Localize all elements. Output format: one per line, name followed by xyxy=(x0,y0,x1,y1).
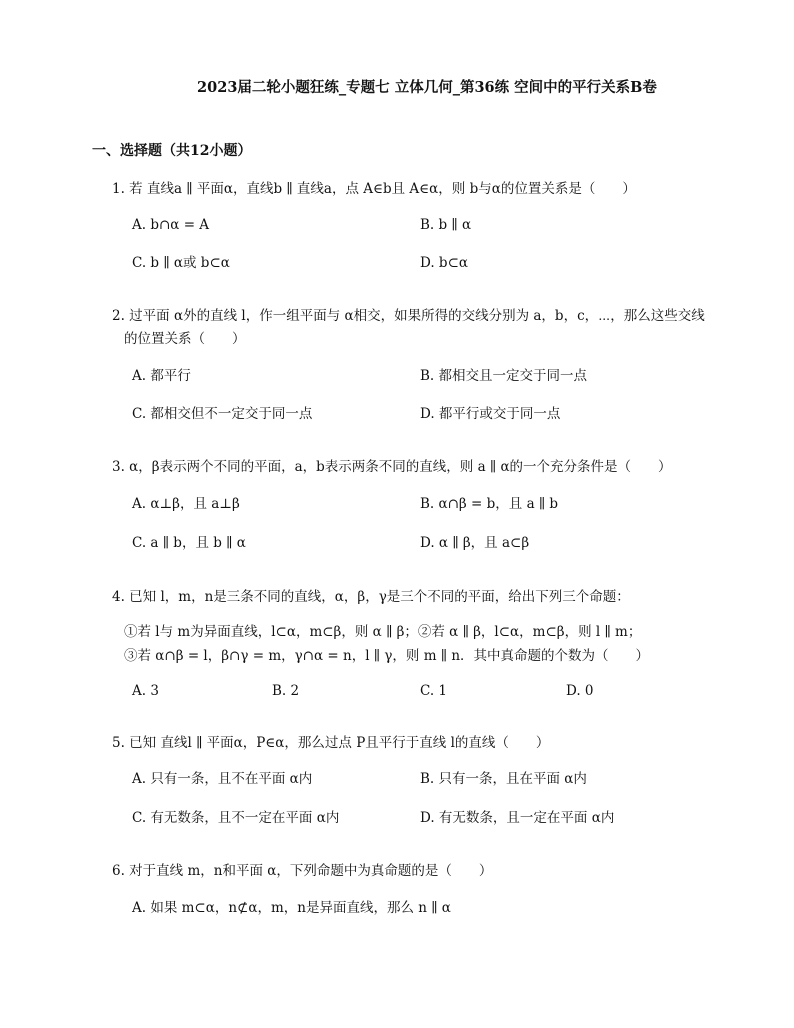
question-5-option-b: B. 只有一条，且在平面 α内 xyxy=(420,771,587,787)
question-4-stem: 4. 已知 l，m，n是三条不同的直线，α，β，γ是三个不同的平面，给出下列三个命题： xyxy=(112,589,630,605)
question-4-option-d: D. 0 xyxy=(566,683,594,699)
question-1-stem: 1. 若 直线a ∥ 平面α，直线b ∥ 直线a，点 A∈b且 A∈α，则 b与α的位置关系是（ ） xyxy=(112,181,636,197)
question-3-option-c: C. a ∥ b，且 b ∥ α xyxy=(132,535,246,551)
question-2-stem: 2. 过平面 α外的直线 l，作一组平面与 α相交，如果所得的交线分别为 a，b，c，⋯，那么这些交线 xyxy=(112,308,705,324)
question-2-option-a: A. 都平行 xyxy=(132,368,191,384)
question-1-option-c: C. b ∥ α或 b⊂α xyxy=(132,255,230,271)
question-5-option-c: C. 有无数条，且不一定在平面 α内 xyxy=(132,810,340,826)
question-4-premise-2: ③若 α∩β = l，β∩γ = m，γ∩α = n，l ∥ γ，则 m ∥ n．其中真命题的个数为（ ） xyxy=(124,648,650,664)
question-4-option-a: A. 3 xyxy=(132,683,159,699)
question-5-option-a: A. 只有一条，且不在平面 α内 xyxy=(132,771,313,787)
question-4-option-b: B. 2 xyxy=(272,683,300,699)
question-2-option-d: D. 都平行或交于同一点 xyxy=(420,406,561,422)
question-2-option-c: C. 都相交但不一定交于同一点 xyxy=(132,406,313,422)
question-4-premise-1: ①若 l与 m为异面直线，l⊂α，m⊂β，则 α ∥ β；②若 α ∥ β，l⊂α，m⊂β，则 l ∥ m； xyxy=(124,624,642,640)
question-6-stem: 6. 对于直线 m，n和平面 α，下列命题中为真命题的是（ ） xyxy=(112,863,493,879)
question-6-option-a: A. 如果 m⊂α，n⊄α，m，n是异面直线，那么 n ∥ α xyxy=(132,900,451,916)
page-title: 2023届二轮小题狂练_专题七 立体几何_第36练 空间中的平行关系B卷 xyxy=(197,79,657,96)
question-1-option-b: B. b ∥ α xyxy=(420,217,472,233)
question-2-option-b: B. 都相交且一定交于同一点 xyxy=(420,368,588,384)
question-3-stem: 3. α，β表示两个不同的平面，a，b表示两条不同的直线，则 a ∥ α的一个充分条件是（ ） xyxy=(112,459,672,475)
question-3-option-a: A. α⊥β，且 a⊥β xyxy=(132,496,240,512)
question-4-option-c: C. 1 xyxy=(420,683,448,699)
question-3-option-d: D. α ∥ β，且 a⊂β xyxy=(420,535,530,551)
question-5-option-d: D. 有无数条，且一定在平面 α内 xyxy=(420,810,615,826)
question-3-option-b: B. α∩β = b，且 a ∥ b xyxy=(420,496,559,512)
question-1-option-d: D. b⊂α xyxy=(420,255,468,271)
question-1-option-a: A. b∩α = A xyxy=(132,217,210,233)
question-5-stem: 5. 已知 直线l ∥ 平面α，P∈α，那么过点 P且平行于直线 l的直线（ ） xyxy=(112,735,550,751)
section-heading: 一、选择题（共12小题） xyxy=(92,143,252,159)
question-2-stem-continued: 的位置关系（ ） xyxy=(124,331,246,347)
